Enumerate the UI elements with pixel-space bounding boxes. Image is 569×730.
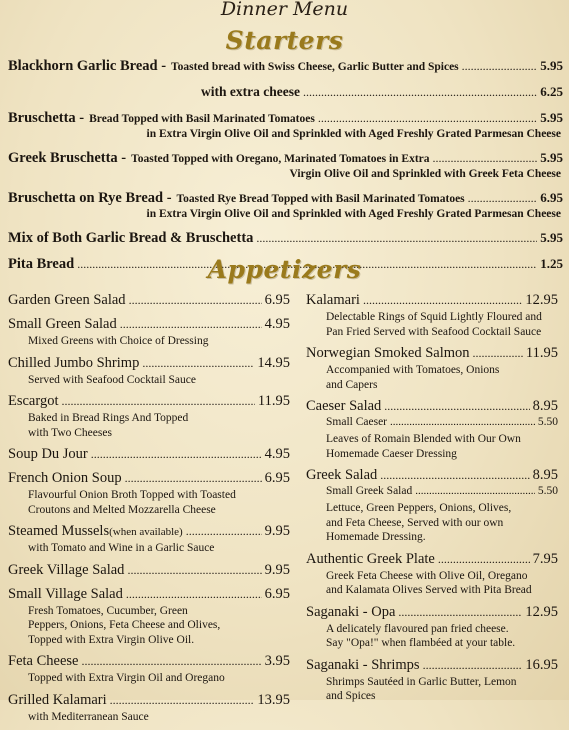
appetizer-description: Mixed Greens with Choice of Dressing (28, 335, 209, 347)
starter-description: Toasted Topped with Oregano, Marinated Tomatoes in Extra (131, 153, 430, 165)
dot-leader (398, 605, 522, 620)
appetizer-name: French Onion Soup (8, 470, 122, 486)
starter-line (8, 150, 563, 167)
appetizer-line (8, 523, 290, 541)
appetizer-item (306, 604, 558, 651)
appetizer-sub-line (306, 485, 558, 501)
dot-leader (363, 293, 522, 308)
appetizer-description: with Mediterranean Sauce (28, 710, 149, 723)
starter-name: Bruschetta - (8, 110, 85, 126)
appetizer-note: (when available) (109, 526, 183, 538)
appetizer-line (8, 470, 290, 488)
starter-name: Mix of Both Garlic Bread & Bruschetta (8, 230, 254, 246)
appetizer-price: 12.95 (525, 603, 558, 620)
appetizer-item (306, 292, 558, 339)
starters-list (8, 58, 563, 282)
starter-item (8, 190, 563, 221)
starter-name: Greek Bruschetta - (8, 150, 127, 166)
appetizer-name: Feta Cheese (8, 653, 79, 669)
starter-price: 6.95 (540, 190, 563, 205)
starter-extra-row (8, 84, 563, 101)
appetizer-name: Greek Village Salad (8, 561, 125, 578)
appetizer-line (8, 653, 290, 671)
dot-leader (390, 416, 535, 428)
dot-leader (120, 317, 262, 332)
appetizer-description: Served with Seafood Cocktail Sauce (28, 373, 196, 386)
dot-leader (384, 399, 529, 414)
dot-leader (438, 552, 530, 567)
starter-price: 5.95 (540, 230, 563, 245)
dot-leader (473, 346, 523, 361)
appetizer-item (306, 467, 558, 545)
appetizer-description: Topped with Extra Virgin Oil and Oregano (28, 672, 225, 684)
dot-leader (126, 587, 262, 602)
appetizers-right-column (306, 292, 558, 710)
dot-leader (110, 693, 255, 708)
appetizer-sub-name: Small Caeser (326, 416, 387, 428)
appetizer-description: Leaves of Romain Blended with Our Own Homemade Caeser Dressing (326, 433, 521, 460)
appetizer-name: Authentic Greek Plate (306, 550, 435, 567)
appetizer-name: Norwegian Smoked Salmon (306, 345, 470, 361)
appetizer-description: with Tomato and Wine in a Garlic Sauce (28, 542, 215, 554)
appetizer-price: 13.95 (257, 691, 290, 708)
menu-title: Dinner Menu (220, 0, 349, 20)
appetizer-line (8, 586, 290, 604)
appetizer-item (8, 393, 290, 440)
appetizer-price: 9.95 (264, 561, 290, 578)
appetizer-price: 14.95 (257, 354, 290, 371)
starter-item (8, 230, 563, 247)
starters-title: Starters (225, 26, 344, 55)
starter-name: Blackhorn Garlic Bread - (8, 58, 167, 74)
appetizer-item (306, 657, 558, 704)
appetizer-price: 9.95 (264, 523, 290, 539)
appetizer-item (8, 523, 290, 556)
starter-name: Bruschetta on Rye Bread - (8, 190, 172, 206)
appetizer-description: Greek Feta Cheese with Olive Oil, Oregano and Kalamata Olives Served with Pita Bread (326, 569, 532, 596)
appetizer-line (8, 446, 290, 464)
dot-leader (462, 59, 538, 74)
appetizer-line (8, 355, 290, 373)
appetizer-line (8, 316, 290, 334)
starter-price: 5.95 (540, 58, 563, 73)
appetizer-name: Small Green Salad (8, 316, 117, 332)
appetizer-line (8, 562, 290, 580)
appetizer-name: Grilled Kalamari (8, 691, 107, 708)
starter-line (8, 230, 563, 247)
appetizer-name: Greek Salad (306, 467, 378, 483)
appetizer-description: Accompanied with Tomatoes, Onions and Capers (326, 364, 500, 391)
appetizer-item (8, 316, 290, 349)
dot-leader (318, 111, 537, 126)
dot-leader (91, 447, 262, 462)
appetizer-description: A delicately flavoured pan fried cheese. Say "Opa!" when flambéed at your table. (326, 622, 516, 649)
appetizer-price: 4.95 (264, 446, 290, 462)
appetizers-left-column (8, 292, 290, 730)
appetizer-price: 6.95 (264, 292, 290, 308)
appetizer-line (8, 393, 290, 411)
appetizer-item (8, 355, 290, 388)
appetizer-description: Delectable Rings of Squid Lightly Floured and Pan Fried Served with Seafood Cocktail Sauce (326, 311, 542, 338)
appetizer-name: Soup Du Jour (8, 446, 88, 462)
appetizer-description: Fresh Tomatoes, Cucumber, Green Peppers, Onions, Feta Cheese and Olives, Topped with Extra Virgin Olive Oil. (28, 604, 221, 646)
appetizer-price: 8.95 (532, 467, 558, 483)
appetizer-line (306, 551, 558, 569)
appetizer-line (8, 692, 290, 710)
appetizer-item (306, 345, 558, 392)
appetizer-item (8, 470, 290, 517)
starter-item (8, 58, 563, 75)
starter-line (8, 110, 563, 127)
appetizer-price: 11.95 (257, 393, 290, 409)
appetizer-name: Kalamari (306, 292, 360, 308)
appetizer-name: Steamed Mussels (8, 523, 110, 539)
dot-leader (61, 394, 254, 409)
appetizer-price: 3.95 (264, 653, 290, 669)
appetizer-sub-name: Small Greek Salad (326, 485, 413, 497)
appetizer-description: Baked in Bread Rings And Topped with Two Cheeses (28, 412, 189, 439)
appetizer-name: Saganaki - Opa (306, 603, 396, 620)
appetizer-item (306, 398, 558, 461)
appetizer-item (8, 586, 290, 648)
starter-description-continued: in Extra Virgin Olive Oil and Sprinkled with Aged Freshly Grated Parmesan Cheese (146, 208, 561, 220)
starter-price: 1.25 (540, 256, 563, 271)
appetizer-sub-price: 5.50 (537, 416, 558, 428)
appetizer-price: 6.95 (264, 470, 290, 486)
appetizer-sub-line (306, 416, 558, 432)
starter-description: Toasted Rye Bread Topped with Basil Marinated Tomatoes (176, 193, 465, 205)
appetizer-item (8, 653, 290, 686)
dot-leader (256, 231, 537, 246)
appetizer-name: Chilled Jumbo Shrimp (8, 354, 140, 371)
appetizer-description: Flavourful Onion Broth Topped with Toasted Croutons and Melted Mozzarella Cheese (28, 489, 236, 516)
appetizer-price: 8.95 (532, 398, 558, 414)
appetizer-item (306, 551, 558, 598)
appetizer-price: 16.95 (525, 656, 558, 673)
dot-leader (415, 485, 535, 497)
starter-item (8, 150, 563, 181)
appetizer-line (306, 657, 558, 675)
starter-item (8, 110, 563, 141)
appetizer-name: Caeser Salad (306, 398, 382, 414)
dot-leader (468, 191, 538, 206)
appetizer-line (8, 292, 290, 310)
starter-description-continued: Virgin Olive Oil and Sprinkled with Greek Feta Cheese (289, 168, 561, 180)
appetizer-line (306, 604, 558, 622)
appetizer-line (306, 398, 558, 416)
dot-leader (129, 293, 262, 308)
starter-description-continued: in Extra Virgin Olive Oil and Sprinkled with Aged Freshly Grated Parmesan Cheese (146, 128, 561, 140)
appetizer-line (306, 292, 558, 310)
dot-leader (303, 85, 537, 100)
appetizer-name: Saganaki - Shrimps (306, 656, 420, 673)
starter-description: Bread Topped with Basil Marinated Tomatoes (89, 113, 315, 125)
dot-leader (186, 524, 262, 539)
starter-name: Pita Bread (8, 256, 75, 272)
appetizer-sub-price: 5.50 (537, 485, 558, 497)
appetizer-line (306, 467, 558, 485)
starter-description: Toasted bread with Swiss Cheese, Garlic Butter and Spices (171, 61, 459, 73)
appetizer-description: Shrimps Sautéed in Garlic Butter, Lemon and Spices (326, 675, 517, 702)
dot-leader (433, 151, 538, 166)
dot-leader (127, 563, 261, 578)
appetizer-price: 7.95 (532, 550, 558, 567)
appetizer-item (8, 292, 290, 310)
appetizer-item (8, 692, 290, 725)
dot-leader (81, 654, 261, 669)
appetizer-price: 6.95 (264, 585, 290, 602)
starter-price: 5.95 (540, 110, 563, 125)
starter-price: 5.95 (540, 150, 563, 165)
appetizer-price: 12.95 (525, 292, 558, 308)
appetizers-title: Appetizers (207, 255, 362, 284)
starter-extra-label: with extra cheese (201, 84, 300, 99)
starter-price: 6.25 (540, 84, 563, 99)
appetizer-name: Small Village Salad (8, 585, 123, 602)
appetizer-name: Escargot (8, 393, 59, 409)
appetizer-description: Lettuce, Green Peppers, Onions, Olives, and Feta Cheese, Served with our own Homemade Dressing. (326, 502, 512, 543)
dot-leader (380, 468, 529, 483)
appetizer-item (8, 446, 290, 464)
appetizer-item (8, 562, 290, 580)
starter-line (8, 58, 563, 75)
appetizer-price: 11.95 (525, 345, 558, 361)
appetizer-line (306, 345, 558, 363)
starter-line (8, 190, 563, 207)
appetizer-name: Garden Green Salad (8, 292, 126, 308)
dot-leader (125, 471, 262, 486)
dot-leader (423, 658, 523, 673)
appetizer-price: 4.95 (264, 316, 290, 332)
dot-leader (142, 356, 254, 371)
